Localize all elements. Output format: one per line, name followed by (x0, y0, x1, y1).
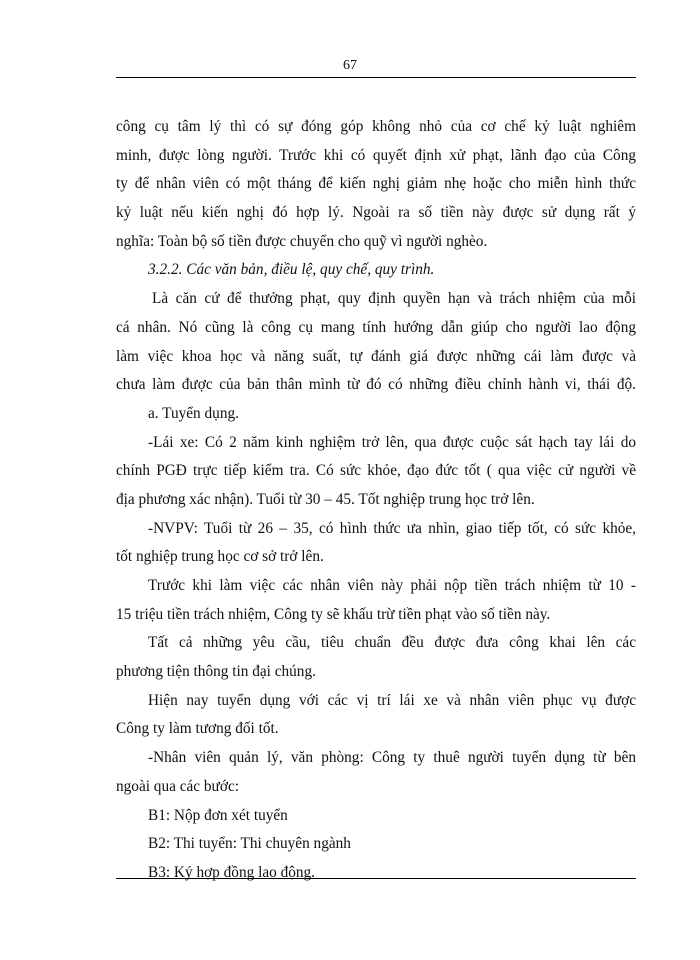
list-item: B1: Nộp đơn xét tuyển (148, 806, 288, 824)
text-line: 15 triệu tiền trách nhiệm, Công ty sẽ khấu trừ tiền phạt vào số tiền này. (116, 605, 551, 623)
text-line: -NVPV: Tuổi từ 26 – 35, có hình thức ưa nhìn, giao tiếp tốt, có sức khỏe, (148, 519, 636, 537)
text-line: phương tiện thông tin đại chúng. (116, 663, 316, 681)
text-line: Là căn cứ để thưởng phạt, quy định quyền hạn và trách nhiệm của mỗi (152, 290, 636, 308)
list-item: B2: Thi tuyển: Thi chuyên ngành (148, 835, 351, 853)
subsection-heading: a. Tuyển dụng. (148, 404, 239, 422)
text-line: kỷ luật nếu kiến nghị đó hợp lý. Ngoài ra số tiền này được sử dụng rất ý (116, 204, 636, 222)
text-line: Trước khi làm việc các nhân viên này phải nộp tiền trách nhiệm từ 10 - (148, 577, 636, 594)
list-item: B3: Ký hợp đồng lao động. (148, 863, 316, 881)
text-line: nghĩa: Toàn bộ số tiền được chuyển cho quỹ vì người nghèo. (116, 232, 488, 250)
text-line: làm việc khoa học và năng suất, tự đánh giá được những cái làm được và (116, 347, 636, 365)
text-line: chính PGĐ trực tiếp kiểm tra. Có sức khỏe, đạo đức tốt ( qua việc cử người về (116, 462, 636, 480)
text-line: cá nhân. Nó cũng là công cụ mang tính hướng dẫn giúp cho người lao động (116, 318, 636, 336)
page-number: 67 (343, 58, 357, 73)
text-line: tốt nghiệp trung học cơ sở trở lên. (116, 548, 324, 566)
text-line: -Nhân viên quản lý, văn phòng: Công ty thuê người tuyển dụng từ bên (148, 749, 636, 767)
text-line: địa phương xác nhận). Tuổi từ 30 – 45. Tốt nghiệp trung học trở lên. (116, 490, 535, 508)
text-line: Công ty làm tương đối tốt. (116, 720, 279, 738)
body-text (116, 113, 636, 888)
text-line: minh, được lòng người. Trước khi có quyết định xử phạt, lãnh đạo của Công (116, 146, 636, 164)
text-line: Hiện nay tuyển dụng với các vị trí lái xe và nhân viên phục vụ được (148, 691, 636, 709)
text-line: ty để nhân viên có một tháng để kiến nghị giảm nhẹ hoặc cho miễn hình thức (116, 175, 636, 193)
text-line: chưa làm được của bản thân mình từ đó có những điều chỉnh hành vi, thái độ. (116, 376, 636, 394)
footer-rule (116, 878, 636, 879)
text-line: ngoài qua các bước: (116, 777, 239, 795)
text-line: Tất cả những yêu cầu, tiêu chuẩn đều được đưa công khai lên các (148, 634, 636, 652)
text-line: công cụ tâm lý thì có sự đóng góp không nhỏ của cơ chế kỷ luật nghiêm (116, 118, 636, 135)
section-heading: 3.2.2. Các văn bản, điều lệ, quy chế, quy trình. (148, 261, 435, 279)
text-line: -Lái xe: Có 2 năm kinh nghiệm trở lên, qua được cuộc sát hạch tay lái do (148, 433, 636, 451)
header-rule (116, 77, 636, 78)
